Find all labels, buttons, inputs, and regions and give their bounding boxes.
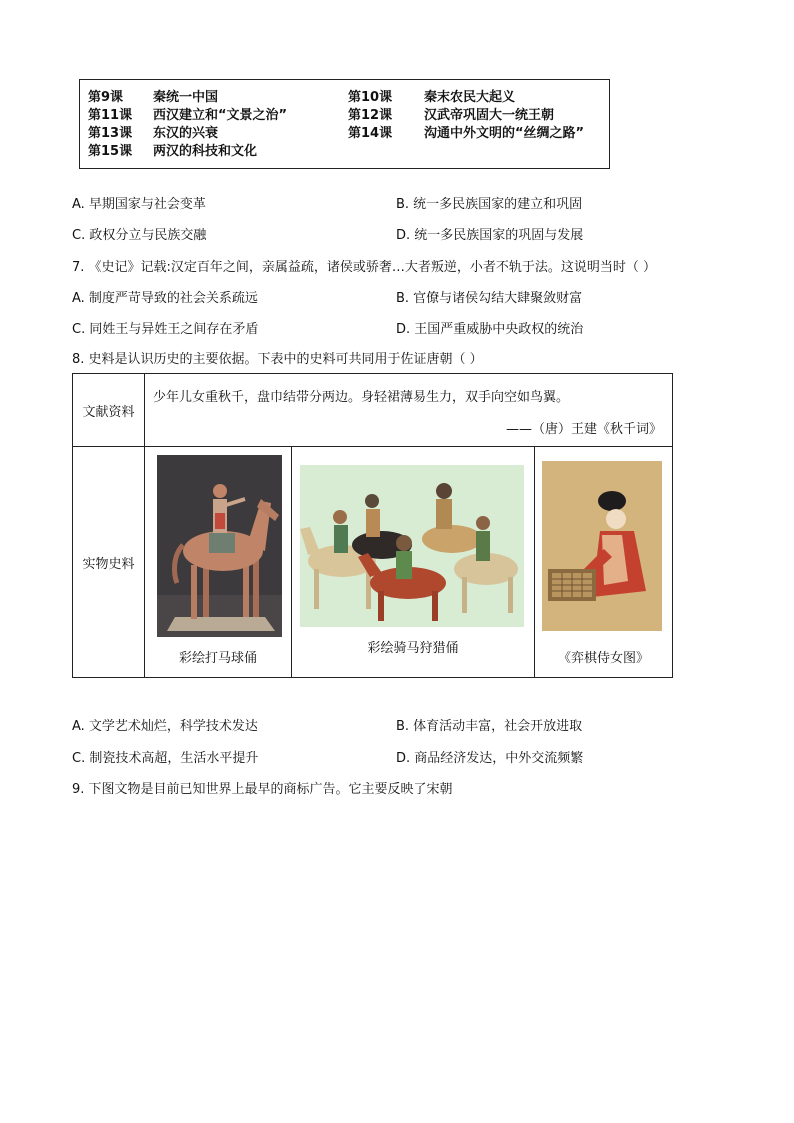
artifact-caption: 彩绘打马球俑 (178, 651, 257, 666)
lesson-number: 第15课 (88, 144, 133, 159)
q8-option-b: B. 体育活动丰富，社会开放进取 (396, 719, 583, 734)
q9-stem: 9. 下图文物是目前已知世界上最早的商标广告。它主要反映了宋朝 (72, 782, 453, 797)
lesson-number: 第10课 (348, 90, 393, 105)
source-table (72, 373, 673, 678)
lesson-row (88, 89, 609, 107)
poem-attribution: ——（唐）王建《秋千词》 (506, 422, 663, 437)
lesson-number: 第9课 (88, 90, 124, 105)
q8-stem: 8. 史料是认识历史的主要依据。下表中的史料可共同用于佐证唐朝（ ） (72, 352, 483, 367)
poem-text: 少年儿女重秋千，盘巾结带分两边。身轻裙薄易生力，双手向空如鸟翼。 (153, 390, 570, 405)
lesson-row (88, 143, 609, 161)
lesson-title: 汉武帝巩固大一统王朝 (424, 108, 555, 123)
lesson-row (88, 125, 609, 143)
q7-option-b: B. 官僚与诸侯勾结大肆聚敛财富 (396, 291, 583, 306)
lesson-number: 第11课 (88, 108, 133, 123)
q8-option-d: D. 商品经济发达，中外交流频繁 (396, 751, 584, 766)
q6-option-a: A. 早期国家与社会变革 (72, 197, 206, 212)
lesson-list-box (79, 79, 610, 169)
artifact-cell-weiqi (535, 447, 673, 678)
q8-option-a: A. 文学艺术灿烂，科学技术发达 (72, 719, 258, 734)
polo-figurine-image (157, 455, 282, 637)
lesson-number: 第12课 (348, 108, 393, 123)
weiqi-painting-image (542, 461, 662, 631)
q6-option-b: B. 统一多民族国家的建立和巩固 (396, 197, 583, 212)
document-source-header: 文献资料 (73, 374, 145, 447)
lesson-row (88, 107, 609, 125)
q7-option-c: C. 同姓王与异姓王之间存在矛盾 (72, 322, 259, 337)
lesson-title: 秦末农民大起义 (424, 90, 516, 105)
q7-stem: 7. 《史记》记载:汉定百年之间，亲属益疏，诸侯或骄奢…大者叛逆，小者不轨于法。这说明当时（ ） (72, 260, 657, 275)
lesson-title: 两汉的科技和文化 (153, 144, 258, 159)
poem-cell (145, 374, 673, 447)
lesson-number: 第14课 (348, 126, 393, 141)
q7-option-a: A. 制度严苛导致的社会关系疏远 (72, 291, 258, 306)
lesson-title: 西汉建立和“文景之治” (153, 108, 288, 123)
q8-option-c: C. 制瓷技术高超，生活水平提升 (72, 751, 259, 766)
artifact-caption: 《弈棋侍女图》 (558, 651, 650, 666)
lesson-title: 沟通中外文明的“丝绸之路” (424, 126, 585, 141)
artifact-cell-hunting (292, 447, 535, 678)
artifact-caption: 彩绘骑马狩猎俑 (367, 641, 459, 656)
q6-option-d: D. 统一多民族国家的巩固与发展 (396, 228, 584, 243)
lesson-number: 第13课 (88, 126, 133, 141)
artifact-source-header: 实物史料 (73, 447, 145, 678)
hunting-figurines-image (300, 465, 524, 627)
lesson-title: 秦统一中国 (153, 90, 219, 105)
artifact-cell-polo (145, 447, 292, 678)
lesson-title: 东汉的兴衰 (153, 126, 219, 141)
q6-option-c: C. 政权分立与民族交融 (72, 228, 207, 243)
q7-option-d: D. 王国严重威胁中央政权的统治 (396, 322, 584, 337)
